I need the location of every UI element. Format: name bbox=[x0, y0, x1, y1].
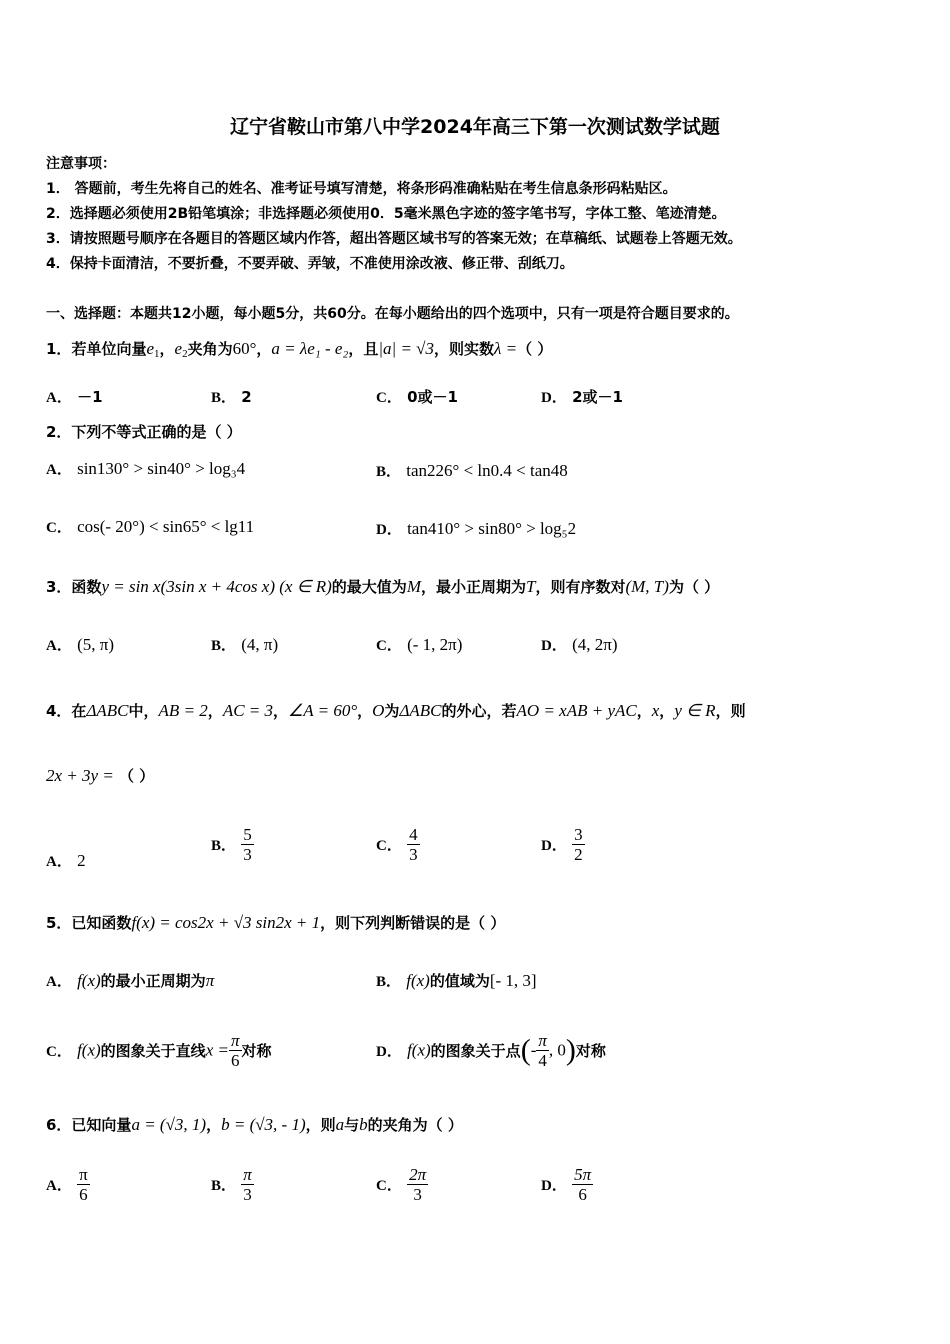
q6-text-2: 与 bbox=[344, 1116, 360, 1134]
q6-num: 6．已知向量 bbox=[46, 1116, 132, 1134]
q5-d-tail: , 0 bbox=[548, 1040, 566, 1060]
q5-b-label: B． bbox=[376, 974, 402, 990]
q1-e2-sub: 2 bbox=[182, 348, 188, 360]
q5-d-neg: - bbox=[530, 1040, 537, 1060]
q5-d-right-paren: ) bbox=[565, 1033, 576, 1067]
q5-d-label: D． bbox=[376, 1044, 402, 1060]
q3-c-label: C． bbox=[376, 638, 402, 654]
notice-heading: 注意事项： bbox=[46, 156, 116, 172]
q4-paren: （ ） bbox=[119, 767, 155, 785]
q6-b-fraction bbox=[241, 1166, 254, 1203]
question-5-stem bbox=[46, 912, 505, 933]
q6-d-label: D． bbox=[541, 1178, 567, 1194]
q5-d-text-2: 对称 bbox=[575, 1042, 606, 1060]
q1-b-value: 2 bbox=[241, 388, 252, 406]
q4-option-d[interactable] bbox=[541, 826, 585, 863]
q5-text-1: ，则下列判断错误的是（ ） bbox=[320, 914, 506, 932]
q3-pair: (M, T) bbox=[625, 577, 669, 596]
q2-option-c[interactable] bbox=[46, 516, 254, 537]
q4-text-2: 为 bbox=[384, 702, 400, 720]
q5-function: f(x) = cos2x + √3 sin2x + 1 bbox=[131, 913, 321, 932]
q3-option-c[interactable] bbox=[376, 634, 462, 655]
q4-vector: AO = xAB + yAC bbox=[516, 701, 637, 720]
q6-option-a[interactable] bbox=[46, 1166, 90, 1203]
q4-b-fraction bbox=[241, 826, 254, 863]
q4-o: O bbox=[372, 701, 385, 720]
q3-b-label: B． bbox=[211, 638, 237, 654]
q6-a-fraction bbox=[77, 1166, 90, 1203]
q1-e1-sub: 1 bbox=[154, 348, 160, 360]
q5-d-left-paren: ( bbox=[520, 1033, 531, 1067]
q4-d-denominator: 2 bbox=[574, 845, 583, 864]
q1-text-1: 若单位向量 bbox=[71, 340, 147, 358]
q3-text-3: ，则有序数对 bbox=[535, 578, 626, 596]
q6-a-denominator: 6 bbox=[79, 1185, 88, 1204]
q1-lambda: λ = bbox=[494, 339, 518, 358]
q4-text-1: 中， bbox=[128, 702, 159, 720]
q5-option-d[interactable] bbox=[376, 1032, 606, 1069]
q6-option-c[interactable] bbox=[376, 1166, 428, 1203]
q4-y: y ∈ R bbox=[674, 701, 716, 720]
q3-c-value: (- 1, 2π) bbox=[407, 635, 463, 654]
q6-c-label: C． bbox=[376, 1178, 402, 1194]
q1-text-6: （ ） bbox=[517, 340, 553, 358]
q6-text-3: 的夹角为（ ） bbox=[367, 1116, 463, 1134]
q1-text-5: ，则实数 bbox=[434, 340, 495, 358]
q5-option-b[interactable] bbox=[376, 970, 537, 991]
q1-option-a[interactable] bbox=[46, 386, 103, 407]
q5-c-fraction bbox=[229, 1032, 242, 1069]
q1-c-value: 0或－1 bbox=[407, 388, 458, 406]
q1-option-b[interactable] bbox=[211, 386, 252, 407]
q5-d-text: 的图象关于点 bbox=[430, 1042, 521, 1060]
question-4-stem bbox=[46, 700, 746, 721]
q2-c-value: cos(- 20°) < sin65° < lg11 bbox=[77, 517, 255, 536]
q2-b-value: tan226° < ln0.4 < tan48 bbox=[406, 461, 568, 480]
q2-b-label: B． bbox=[376, 464, 402, 480]
q6-b-numerator: π bbox=[243, 1165, 252, 1184]
q5-a-text: 的最小正周期为 bbox=[100, 972, 206, 990]
q5-a-fx: f(x) bbox=[77, 971, 101, 990]
q6-d-fraction bbox=[572, 1166, 593, 1203]
q6-b: b bbox=[359, 1115, 368, 1134]
question-2-stem: 2．下列不等式正确的是（ ） bbox=[46, 423, 242, 441]
q6-text-1: ，则 bbox=[305, 1116, 336, 1134]
q4-d-numerator: 3 bbox=[574, 825, 583, 844]
q1-vector-expr: a = λe₁ - e₂ bbox=[271, 339, 349, 358]
q2-a-label: A． bbox=[46, 462, 72, 478]
q4-comma-1: ， bbox=[207, 702, 223, 720]
q4-a-label: A． bbox=[46, 854, 72, 870]
q4-stem-line-2 bbox=[46, 765, 154, 786]
q5-a-label: A． bbox=[46, 974, 72, 990]
q5-b-value: [- 1, 3] bbox=[489, 971, 537, 990]
q5-b-text: 的值域为 bbox=[429, 972, 490, 990]
question-3-stem bbox=[46, 576, 719, 597]
q4-option-a[interactable] bbox=[46, 850, 86, 871]
q6-a: a bbox=[335, 1115, 345, 1134]
page-title: 辽宁省鞍山市第八中学2024年高三下第一次测试数学试题 bbox=[230, 116, 720, 138]
q4-c-label: C． bbox=[376, 838, 402, 854]
q2-option-d[interactable] bbox=[376, 518, 576, 539]
q3-option-d[interactable] bbox=[541, 634, 617, 655]
q5-c-numerator: π bbox=[230, 1031, 240, 1050]
q4-angle: ∠A = 60° bbox=[288, 701, 358, 720]
q6-option-d[interactable] bbox=[541, 1166, 593, 1203]
q6-b-label: B． bbox=[211, 1178, 237, 1194]
q1-angle: 60° bbox=[232, 339, 257, 358]
q4-b-numerator: 5 bbox=[243, 825, 252, 844]
q3-function: y = sin x(3sin x + 4cos x) (x ∈ R) bbox=[101, 577, 332, 596]
q3-text-2: ，最小正周期为 bbox=[420, 578, 526, 596]
q5-d-denominator: 4 bbox=[538, 1051, 547, 1070]
q5-a-value: π bbox=[205, 971, 215, 990]
q1-text-3: ， bbox=[256, 340, 272, 358]
notice-item-2: 2．选择题必须使用2B铅笔填涂；非选择题必须使用0．5毫米黑色字迹的签字笔书写，字体工整、笔迹清楚。 bbox=[46, 206, 726, 222]
q4-b-denominator: 3 bbox=[243, 845, 252, 864]
q3-max-m: M bbox=[406, 577, 421, 596]
q3-d-value: (4, 2π) bbox=[572, 635, 618, 654]
q5-b-fx: f(x) bbox=[406, 971, 430, 990]
q4-comma-5: ， bbox=[659, 702, 675, 720]
q1-e1: e bbox=[146, 339, 154, 358]
q3-b-value: (4, π) bbox=[241, 635, 279, 654]
q4-c-denominator: 3 bbox=[409, 845, 418, 864]
q5-c-fx: f(x) bbox=[77, 1040, 101, 1060]
q4-triangle-2: ΔABC bbox=[399, 701, 442, 720]
q5-option-c[interactable] bbox=[46, 1032, 272, 1069]
q1-num: 1． bbox=[46, 340, 72, 358]
q3-a-label: A． bbox=[46, 638, 72, 654]
q5-option-a[interactable] bbox=[46, 970, 214, 991]
notice-item-4: 4．保持卡面清洁，不要折叠，不要弄破、弄皱，不准使用涂改液、修正带、刮纸刀。 bbox=[46, 256, 574, 272]
q3-option-a[interactable] bbox=[46, 634, 114, 655]
q6-vector-a: a = (√3, 1) bbox=[131, 1115, 207, 1134]
q6-comma: ， bbox=[206, 1116, 222, 1134]
q2-d-label: D． bbox=[376, 522, 402, 538]
q4-text-4: ，则 bbox=[715, 702, 746, 720]
q1-a-label: A． bbox=[46, 390, 72, 406]
q3-option-b[interactable] bbox=[211, 634, 278, 655]
q5-d-fraction bbox=[536, 1032, 549, 1069]
q4-d-fraction bbox=[572, 826, 585, 863]
q6-a-label: A． bbox=[46, 1178, 72, 1194]
q4-comma-4: ， bbox=[636, 702, 652, 720]
q4-option-b[interactable] bbox=[211, 826, 254, 863]
q5-c-text: 的图象关于直线 bbox=[100, 1042, 206, 1060]
q2-option-a[interactable] bbox=[46, 458, 245, 479]
q1-option-c[interactable] bbox=[376, 386, 458, 407]
q1-option-d[interactable] bbox=[541, 386, 623, 407]
q1-sep: ， bbox=[159, 340, 175, 358]
notice-item-3: 3．请按照题号顺序在各题目的答题区域内作答，超出答题区域书写的答案无效；在草稿纸、试题卷上答题无效。 bbox=[46, 231, 742, 247]
q4-option-c[interactable] bbox=[376, 826, 420, 863]
q6-option-b[interactable] bbox=[211, 1166, 254, 1203]
q6-b-denominator: 3 bbox=[243, 1185, 252, 1204]
q2-d-value: tan410° > sin80° > log₅2 bbox=[407, 519, 577, 538]
q3-period-t: T bbox=[526, 577, 536, 596]
q1-c-label: C． bbox=[376, 390, 402, 406]
q5-c-x: x = bbox=[205, 1040, 229, 1060]
q2-c-label: C． bbox=[46, 520, 72, 536]
q4-comma-2: ， bbox=[273, 702, 289, 720]
q4-expr: 2x + 3y = bbox=[46, 766, 114, 785]
q6-vector-b: b = (√3, - 1) bbox=[221, 1115, 306, 1134]
q4-c-numerator: 4 bbox=[409, 825, 418, 844]
q6-c-denominator: 3 bbox=[413, 1185, 422, 1204]
q5-d-fx: f(x) bbox=[407, 1040, 431, 1060]
q1-text-4: ，且 bbox=[348, 340, 379, 358]
q3-d-label: D． bbox=[541, 638, 567, 654]
q2-a-value: sin130° > sin40° > log₃4 bbox=[77, 459, 246, 478]
q4-ab: AB = 2 bbox=[158, 701, 208, 720]
q1-d-value: 2或－1 bbox=[572, 388, 623, 406]
q6-c-numerator: 2π bbox=[409, 1165, 427, 1184]
q5-c-denominator: 6 bbox=[230, 1051, 240, 1070]
q6-d-denominator: 6 bbox=[578, 1185, 587, 1204]
q3-text-4: 为（ ） bbox=[668, 578, 720, 596]
q1-modulus: |a| = √3 bbox=[378, 339, 434, 358]
question-6-stem bbox=[46, 1114, 463, 1135]
q4-ac: AC = 3 bbox=[222, 701, 274, 720]
q5-c-text-2: 对称 bbox=[241, 1042, 272, 1060]
q1-e2: e bbox=[174, 339, 183, 358]
q2-option-b[interactable] bbox=[376, 460, 568, 481]
q4-a-value: 2 bbox=[77, 851, 86, 870]
q3-num: 3．函数 bbox=[46, 578, 102, 596]
notice-item-1: 1． 答题前，考生先将自己的姓名、准考证号填写清楚，将条形码准确粘贴在考生信息条形码粘贴区。 bbox=[46, 181, 677, 197]
q5-d-numerator: π bbox=[538, 1031, 547, 1050]
q3-text-1: 的最大值为 bbox=[331, 578, 407, 596]
q6-c-fraction bbox=[407, 1166, 428, 1203]
q4-c-fraction bbox=[407, 826, 420, 863]
q1-d-label: D． bbox=[541, 390, 567, 406]
q6-d-numerator: 5π bbox=[574, 1165, 592, 1184]
section-heading: 一、选择题：本题共12小题，每小题5分，共60分。在每小题给出的四个选项中，只有一项是符合题目要求的。 bbox=[46, 306, 739, 322]
q4-d-label: D． bbox=[541, 838, 567, 854]
q1-text-2: 夹角为 bbox=[187, 340, 233, 358]
q1-b-label: B． bbox=[211, 390, 237, 406]
q5-num: 5．已知函数 bbox=[46, 914, 132, 932]
q4-x: x bbox=[651, 701, 660, 720]
q3-a-value: (5, π) bbox=[77, 635, 114, 654]
q4-comma-3: ， bbox=[357, 702, 373, 720]
q4-b-label: B． bbox=[211, 838, 237, 854]
q1-a-value: －1 bbox=[77, 388, 103, 406]
q4-num: 4．在 bbox=[46, 702, 87, 720]
question-1-stem bbox=[46, 338, 552, 360]
q4-text-3: 的外心，若 bbox=[441, 702, 517, 720]
q4-triangle: ΔABC bbox=[86, 701, 129, 720]
q5-c-label: C． bbox=[46, 1044, 72, 1060]
q6-a-numerator: π bbox=[79, 1165, 88, 1184]
